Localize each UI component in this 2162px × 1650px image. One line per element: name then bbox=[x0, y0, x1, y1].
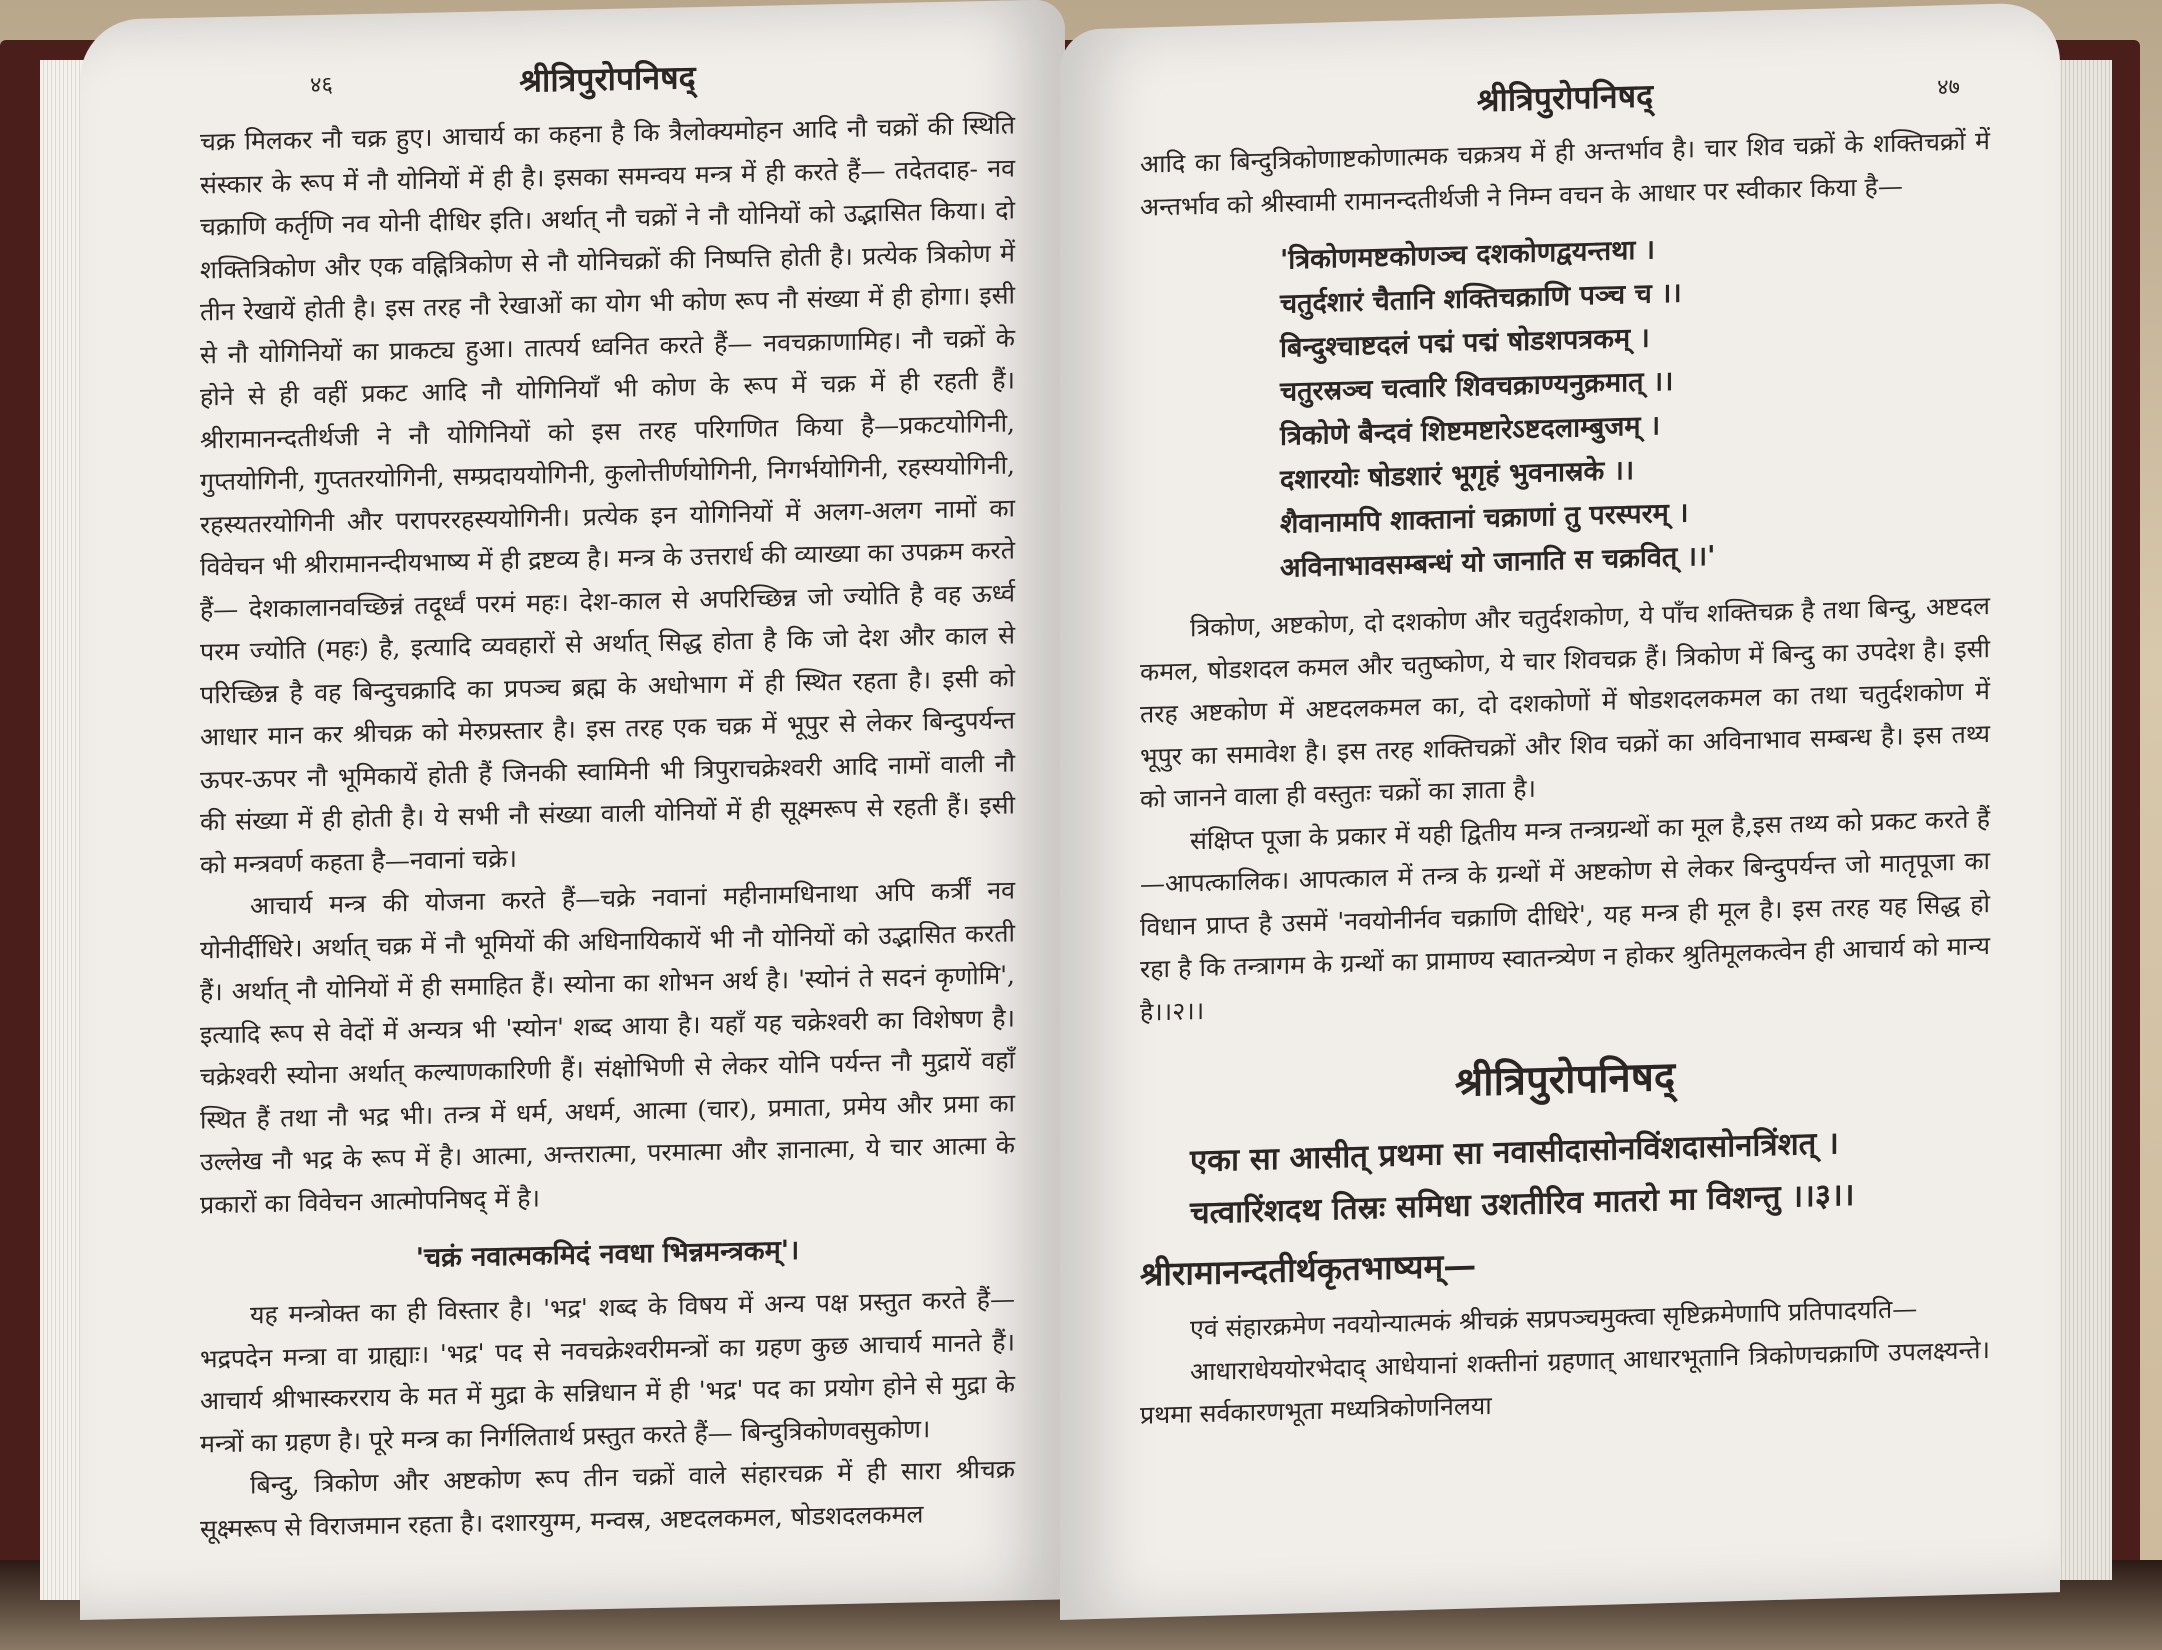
bhashya-paragraph-2: आधाराधेययोरभेदाद् आधेयानां शक्तीनां ग्रहणात् आधारभूतानि त्रिकोणचक्राणि उपलक्ष्यन्ते। प्रथमा सर्वकारणभूता मध्यत्रिकोणनिलया bbox=[1140, 1334, 1990, 1430]
left-paragraph-1: चक्र मिलकर नौ चक्र हुए। आचार्य का कहना है कि त्रैलोक्यमोहन आदि नौ चक्रों की स्थिति संस्कार के रूप में नौ योनियों में ही है। इसका समन्वय मन्त्र में ही करते हैं— तदेतदाह- नव चक्राणि कर्तृणि नव योनी दीधिर इति। अर्थात् नौ चक्रों ने नौ योनियों को उद्भासित किया। दो शक्तित्रिकोण और एक वह्नित्रिकोण से नौ योनिचक्रों की निष्पत्ति होती है। प्रत्येक त्रिकोण में तीन रेखायें होती है। इस तरह नौ रेखाओं का योग भी कोण रूप नौ संख्या में ही होगा। इसी से नौ योगिनियों का प्राकट्य हुआ। तात्पर्य ध्वनित करते हैं— नवचक्राणामिह। नौ चक्रों के होने से ही वहीं प्रकट आदि नौ योगिनियाँ भी कोण के रूप में चक्र में ही रहती हैं। श्रीरामानन्दतीर्थजी ने नौ योगिनियों को इस तरह परिगणित किया है—प्रकटयोगिनी, गुप्तयोगिनी, गुप्ततरयोगिनी, सम्प्रदाययोगिनी, कुलोत्तीर्णयोगिनी, निगर्भयोगिनी, रहस्ययोगिनी, रहस्यतरयोगिनी और परापररहस्ययोगिनी। प्रत्येक इन योगिनियों में अलग-अलग नामों का विवेचन भी श्रीरामानन्दीयभाष्य में ही द्रष्टव्य है। मन्त्र के उत्तरार्ध की व्याख्या का उपक्रम करते हैं— देशकालानवच्छिन्नं तदूर्ध्वं परमं महः। देश-काल से अपरिच्छिन्न जो ज्योति है वह ऊर्ध्व परम ज्योति (महः) है, इत्यादि व्यवहारों से अर्थात् सिद्ध होता है कि जो देश और काल से परिच्छिन्न है वह बिन्दुचक्रादि का प्रपञ्च ब्रह्म के अधोभाग में ही स्थित रहता है। इसी को आधार मान कर श्रीचक्र को मेरुप्रस्तार है। इस तरह एक चक्र में भूपुर से लेकर बिन्दुपर्यन्त ऊपर-ऊपर नौ भूमिकायें होती हैं जिनकी स्वामिनी भी त्रिपुराचक्रेश्वरी आदि नामों वाली नौ की संख्या में ही होती है। ये सभी नौ संख्या वाली योनियों में ही सूक्ष्मरूप से रहती हैं। इसी को मन्त्रवर्ण कहता है—नवानां चक्रे। bbox=[200, 110, 1015, 879]
verse-line: चतुरस्रञ्च चत्वारि शिवचक्राण्यनुक्रमात् ।। bbox=[1280, 365, 1674, 408]
bhashya-paragraph-1: एवं संहारक्रमेण नवयोन्यात्मकं श्रीचक्रं सप्रपञ्चमुक्त्वा सृष्टिक्रमेणापि प्रतिपादयति— bbox=[1190, 1294, 1918, 1344]
left-paragraph-4: बिन्दु, त्रिकोण और अष्टकोण रूप तीन चक्रों वाले संहारचक्र में ही सारा श्रीचक्र सूक्ष्मरूप से विराजमान रहता है। दशारयुग्म, मन्वस्र, अष्टदलकमल, षोडशदलकमल bbox=[200, 1454, 1015, 1543]
left-paragraph-3: यह मन्त्रोक्त का ही विस्तार है। 'भद्र' शब्द के विषय में अन्य पक्ष प्रस्तुत करते हैं—भद्रपदेन मन्त्रा वा ग्राह्याः। 'भद्र' पद से नवचक्रेश्वरीमन्त्रों का ग्रहण कुछ आचार्य मानते हैं। आचार्य श्रीभास्करराय के मत में मुद्रा के सन्निधान में ही 'भद्र' पद का प्रयोग होने से मुद्रा के मन्त्रों का ग्रहण है। पूरे मन्त्र का निर्गलितार्थ प्रस्तुत करते हैं— बिन्दुत्रिकोणवसुकोण। bbox=[200, 1284, 1015, 1458]
verse-line: बिन्दुश्चाष्टदलं पद्मं पद्मं षोडशपत्रकम् । bbox=[1280, 322, 1650, 364]
right-paragraph-1: त्रिकोण, अष्टकोण, दो दशकोण और चतुर्दशकोण, ये पाँच शक्तिचक्र है तथा बिन्दु, अष्टदल कमल, षोडशदल कमल और चतुष्कोण, ये चार शिवचक्र हैं। त्रिकोण में बिन्दु का उपदेश है। इसी तरह अष्टकोण में अष्टदलकमल का, दो दशकोणों में षोडशदलकमल का तथा चतुर्दशकोण में भूपुर का समावेश है। इस तरह शक्तिचक्रों और शिव चक्रों का अविनाभाव सम्बन्ध है। इस तथ्य को जानने वाला ही वस्तुतः चक्रों का ज्ञाता है। bbox=[1140, 591, 1990, 814]
verse-line: चतुर्दशारं चैतानि शक्तिचक्राणि पञ्च च ।। bbox=[1280, 277, 1682, 320]
left-page-title: श्रीत्रिपुरोपनिषद् bbox=[519, 58, 696, 100]
right-page-number: ४७ bbox=[1937, 74, 1960, 101]
verse-line: शैवानामपि शाक्तानां चक्राणां तु परस्परम् । bbox=[1280, 497, 1689, 540]
verse-line: 'त्रिकोणमष्टकोणञ्च दशकोणद्वयन्तथा । bbox=[1280, 234, 1655, 276]
left-verse: 'चक्रं नवात्मकमिदं नवधा भिन्नमन्त्रकम्'। bbox=[415, 1234, 800, 1274]
right-paragraph-2: संक्षिप्त पूजा के प्रकार में यही द्वितीय मन्त्र तन्त्रग्रन्थों का मूल है,इस तथ्य को प्रकट करते हैं—आपत्कालिक। आपत्काल में तन्त्र के ग्रन्थों में अष्टकोण से लेकर बिन्दुपर्यन्त जो मातृपूजा का विधान प्राप्त है उसमें 'नवयोनीर्नव चक्राणि दीधिरे', यह मन्त्र ही मूल है। इस तरह यह सिद्ध हो रहा है कि तन्त्रागम के ग्रन्थों का प्रामाण्य स्वातन्त्र्येण न होकर श्रुतिमूलकत्वेन ही आचार्य को मान्य है।।२।। bbox=[1140, 803, 1990, 1027]
right-page-title: श्रीत्रिपुरोपनिषद् bbox=[1476, 76, 1654, 120]
right-verse-block bbox=[1280, 219, 1990, 591]
bhashya-heading: श्रीरामानन्दतीर्थकृतभाष्यम्— bbox=[1140, 1245, 1477, 1294]
verse-line: त्रिकोणे बैन्दवं शिष्टमष्टारेऽष्टदलाम्बुजम् । bbox=[1280, 410, 1661, 452]
mantra-line: एका सा आसीत् प्रथमा सा नवासीदासोनविंशदासोनत्रिंशत् । bbox=[1190, 1125, 1839, 1180]
right-page bbox=[1060, 2, 2060, 1620]
left-paragraph-2: आचार्य मन्त्र की योजना करते हैं—चक्रे नवानां महीनामधिनाथा अपि कर्त्रीं नव योनीर्दीधिरे। अर्थात् चक्र में नौ भूमियों की अधिनायिकायें भी नौ योनियों को उद्भासित करती हैं। अर्थात् नौ योनियों में ही समाहित हैं। स्योना का शोभन अर्थ है। 'स्योनं ते सदनं कृणोमि', इत्यादि रूप से वेदों में अन्यत्र भी 'स्योन' शब्द आया है। यहाँ यह चक्रेश्वरी का विशेषण है। चक्रेश्वरी स्योना अर्थात् कल्याणकारिणी हैं। संक्षोभिणी से लेकर योनि पर्यन्त नौ मुद्रायें वहाँ स्थित हैं तथा नौ भद्र भी। तन्त्र में धर्म, अधर्म, आत्मा (चार), प्रमाता, प्रमेय और प्रमा का उल्लेख नौ भद्र के रूप में है। आत्मा, अन्तरात्मा, परमात्मा और ज्ञानात्मा, ये चार आत्मा के प्रकारों का विवेचन आत्मोपनिषद् में है। bbox=[200, 875, 1015, 1219]
verse-line: दशारयोः षोडशारं भूगृहं भुवनास्रके ।। bbox=[1280, 454, 1635, 496]
left-page-number: ४६ bbox=[310, 72, 333, 99]
verse-line: अविनाभावसम्बन्धं यो जानाति स चक्रवित् ।।' bbox=[1280, 540, 1716, 584]
left-page bbox=[80, 0, 1065, 1620]
mantra-line: चत्वारिंशदथ तिस्रः समिधा उशतीरिव मातरो मा विशन्तु ।।३।। bbox=[1190, 1176, 1855, 1232]
mantra-block bbox=[1190, 1113, 1990, 1239]
section-heading: श्रीत्रिपुरोपनिषद् bbox=[1454, 1052, 1676, 1106]
right-intro: आदि का बिन्दुत्रिकोणाष्टकोणात्मक चक्रत्रय में ही अन्तर्भाव है। चार शिव चक्रों के शक्तिचक्रों में अन्तर्भाव को श्रीस्वामी रामानन्दतीर्थजी ने निम्न वचन के आधार पर स्वीकार किया है— bbox=[1140, 126, 1990, 222]
